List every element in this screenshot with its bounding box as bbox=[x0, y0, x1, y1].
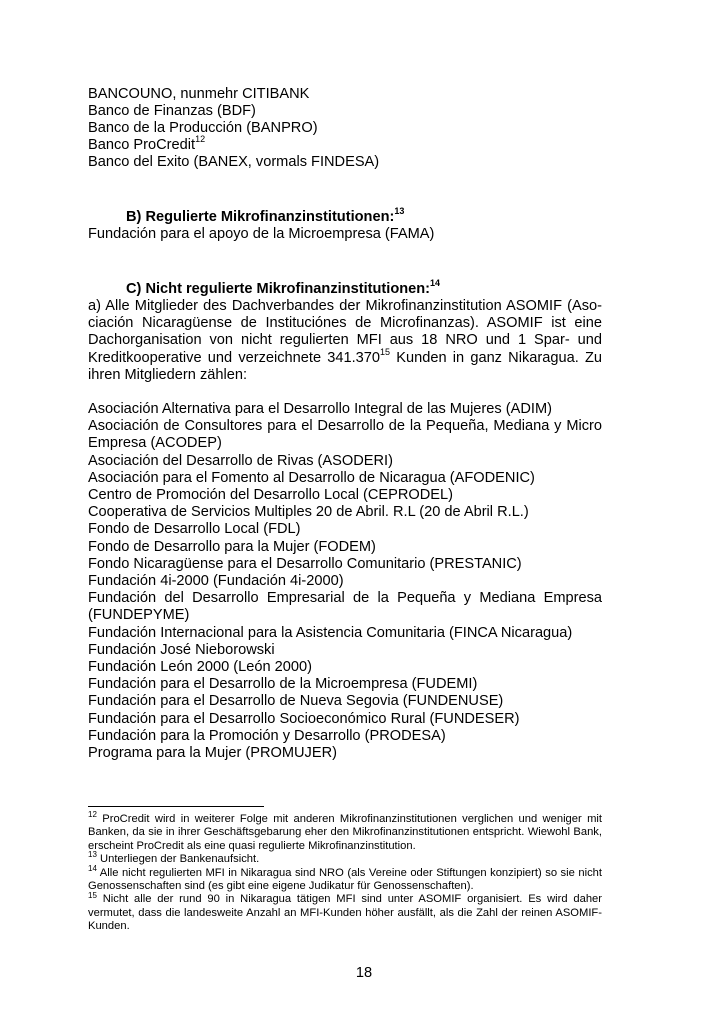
page-number: 18 bbox=[355, 965, 373, 981]
section-b-heading bbox=[88, 206, 602, 226]
member-item: Fundación José Nieborowski bbox=[88, 641, 275, 658]
bank-item: Banco de la Producción (BANPRO) bbox=[88, 120, 318, 136]
footnote-ref[interactable]: 15 bbox=[380, 346, 391, 357]
member-item: Cooperativa de Servicios Multiples 20 de Abril. R.L (20 de Abril R.L.) bbox=[88, 504, 529, 521]
member-item: Fundación Internacional para la Asistencia Comunitaria (FINCA Nicaragua) bbox=[88, 624, 573, 641]
member-item: Asociación del Desarrollo de Rivas (ASODERI) bbox=[88, 452, 393, 469]
footnote bbox=[88, 850, 602, 866]
member-list bbox=[88, 401, 602, 762]
member-item: Asociación de Consultores para el Desarrollo de la Pequeña, Mediana y Micro Empresa (ACODEP) bbox=[88, 418, 602, 452]
bank-item bbox=[88, 134, 602, 154]
footnote-text: Nicht alle der rund 90 in Nikaragua tätigen MFI sind unter ASOMIF organisiert. Es wird daher vermutet, dass die landesweite Anzahl an MFI-Kunden höher ausfällt, als die Zahl der reinen ASOMIF-Kunden. bbox=[88, 893, 602, 933]
member-item: Asociación para el Fomento al Desarrollo de Nicaragua (AFODENIC) bbox=[88, 469, 535, 486]
footnote-text: ProCredit wird in weiterer Folge mit anderen Mikrofinanzinstitutionen verglichen und weniger mit Banken, da sie in ihrer Geschäftsgebarung eher den Mikrofinanzinstitutionen entspricht. Wiewohl Bank, erscheint ProCredit als eine quasi regulierte Mikrofinanzinstitution. bbox=[88, 813, 602, 852]
footnote-number: 14 bbox=[88, 863, 97, 873]
member-item: Fundación del Desarrollo Empresarial de la Pequeña y Mediana Empresa (FUNDEPYME) bbox=[88, 590, 602, 624]
bank-item-text: Banco ProCredit bbox=[88, 137, 196, 153]
bank-item: Banco del Exito (BANEX, vormals FINDESA) bbox=[88, 154, 380, 170]
footnote-ref[interactable]: 13 bbox=[394, 206, 405, 217]
section-b-title: B) Regulierte Mikrofinanzinstitutionen: bbox=[126, 209, 395, 225]
member-item: Fondo de Desarrollo para la Mujer (FODEM) bbox=[88, 538, 376, 555]
member-item: Fundación León 2000 (León 2000) bbox=[88, 659, 312, 676]
member-item: Fundación para el Desarrollo de Nueva Segovia (FUNDENUSE) bbox=[88, 693, 504, 710]
section-c-title: C) Nicht regulierte Mikrofinanzinstitutionen: bbox=[126, 281, 431, 297]
footnotes bbox=[88, 806, 602, 934]
section-b-item: Fundación para el apoyo de la Microempresa (FAMA) bbox=[88, 226, 435, 242]
member-item: Programa para la Mujer (PROMUJER) bbox=[88, 745, 337, 762]
paragraph-text: Kunden in ganz Nikaragua. Zu ihren Mitgliedern zählen: bbox=[88, 349, 602, 383]
paragraph-text: a) Alle Mitglieder des Dachverbandes der Mikrofinanzinstitution ASOMIF (Aso-ciación Nicaragüense de Instituciónes de Microfinanzas). ASOMIF ist eine Dachorganisation von nicht regulierten MFI aus 18 NRO und 1 Spar- und Kreditkooperative und verzeichnete 341.370 bbox=[88, 298, 602, 366]
footnote-text: Alle nicht regulierten MFI in Nikaragua sind NRO (als Vereine oder Stiftungen konzipiert) so sie nicht Genossenschaften sind (es gibt eine eigene Judikatur für Genossenschaften). bbox=[88, 866, 602, 893]
member-item: Fundación para el Desarrollo de la Microempresa (FUDEMI) bbox=[88, 676, 478, 693]
footnote-number: 12 bbox=[88, 810, 97, 820]
bank-item: Banco de Finanzas (BDF) bbox=[88, 103, 256, 119]
section-c-heading bbox=[88, 278, 602, 298]
footnote bbox=[88, 810, 602, 853]
bank-item: BANCOUNO, nunmehr CITIBANK bbox=[88, 86, 310, 102]
footnote bbox=[88, 863, 602, 894]
document-body bbox=[88, 86, 602, 762]
member-item: Fundación para el Desarrollo Socioeconómico Rural (FUNDESER) bbox=[88, 710, 520, 727]
footnote-number: 13 bbox=[88, 850, 97, 860]
member-item: Fondo de Desarrollo Local (FDL) bbox=[88, 521, 301, 538]
footnote-ref[interactable]: 12 bbox=[195, 134, 206, 145]
footnote-separator bbox=[88, 806, 264, 807]
footnote-number: 15 bbox=[88, 890, 97, 900]
member-item: Asociación Alternativa para el Desarrollo Integral de las Mujeres (ADIM) bbox=[88, 401, 552, 418]
footnote-text: Unterliegen der Bankenaufsicht. bbox=[96, 853, 260, 866]
section-c-paragraph bbox=[88, 298, 602, 384]
footnote bbox=[88, 890, 602, 933]
member-item: Fondo Nicaragüense para el Desarrollo Comunitario (PRESTANIC) bbox=[88, 555, 522, 572]
footnote-ref[interactable]: 14 bbox=[430, 278, 441, 289]
member-item: Fundación para la Promoción y Desarrollo (PRODESA) bbox=[88, 727, 446, 744]
member-item: Fundación 4i-2000 (Fundación 4i-2000) bbox=[88, 573, 344, 590]
member-item: Centro de Promoción del Desarrollo Local (CEPRODEL) bbox=[88, 487, 453, 504]
